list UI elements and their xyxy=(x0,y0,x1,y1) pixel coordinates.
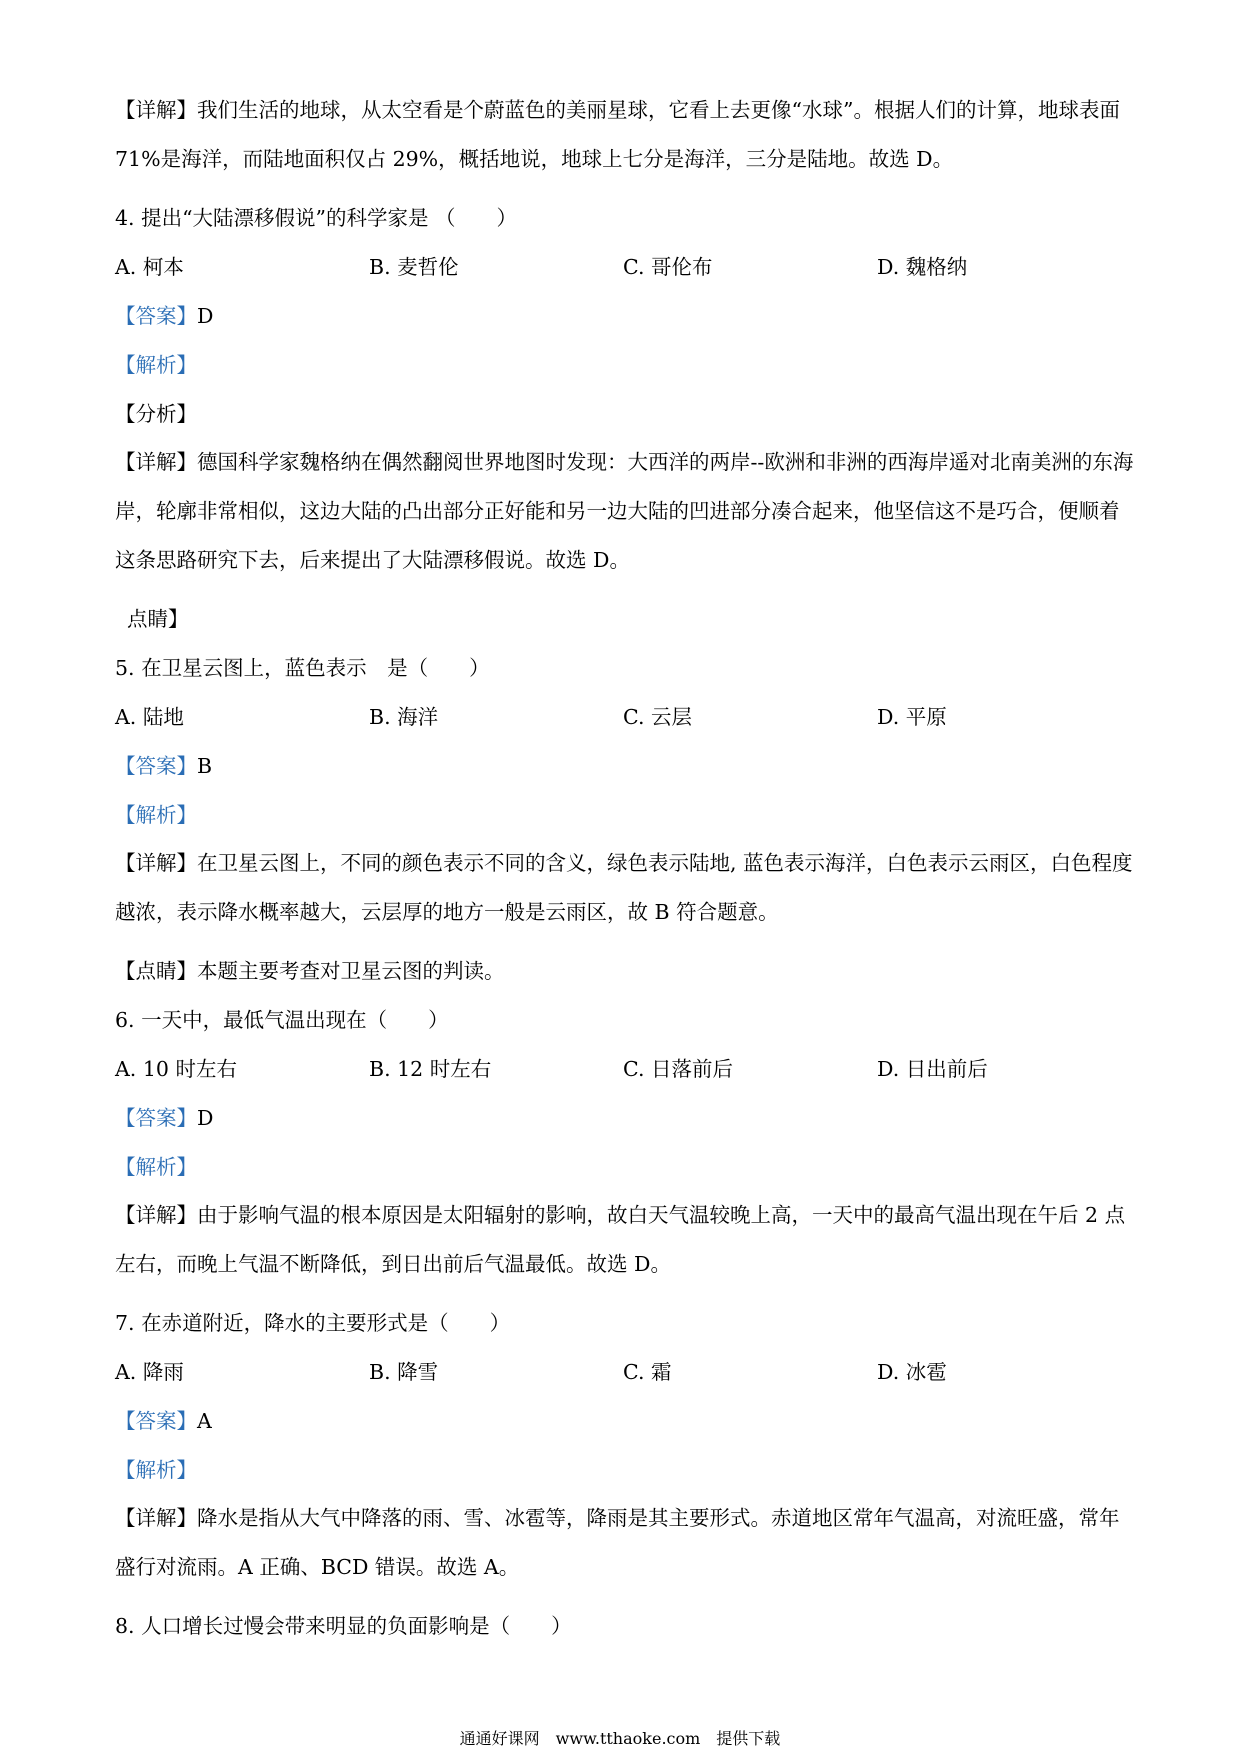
explanation-paragraph xyxy=(115,86,1135,203)
option-b: B. 麦哲伦 xyxy=(369,255,459,279)
options-row xyxy=(115,702,1135,751)
section-tag: 【分析】 xyxy=(115,402,197,426)
section-tag: 【详解】 xyxy=(115,450,197,474)
option-c: C. 日落前后 xyxy=(623,1057,733,1081)
options-row xyxy=(115,1357,1135,1406)
note-line xyxy=(115,604,1135,653)
section-tag: 【解析】 xyxy=(115,353,197,377)
section-text: D xyxy=(197,304,214,328)
question-stem: 7. 在赤道附近，降水的主要形式是（ ） xyxy=(115,1311,511,1335)
section-tag: 【详解】 xyxy=(115,1506,197,1530)
option-b: B. 12 时左右 xyxy=(369,1057,492,1081)
section-tag: 【解析】 xyxy=(115,1155,197,1179)
section-text: A xyxy=(197,1409,212,1433)
section-text: 降水是指从大气中降落的雨、雪、冰雹等，降雨是其主要形式。赤道地区常年气温高，对流旺盛，常年盛行对流雨。A 正确、BCD 错误。故选 A。 xyxy=(115,1506,1120,1579)
note-line xyxy=(115,956,1135,1005)
section-text: D xyxy=(197,1106,214,1130)
section-tag: 点睛】 xyxy=(127,607,189,631)
analysis-label xyxy=(115,350,1135,399)
explanation-paragraph xyxy=(115,1191,1135,1308)
answer-line xyxy=(115,751,1135,800)
options-row xyxy=(115,252,1135,301)
section-tag: 【详解】 xyxy=(115,1203,197,1227)
section-tag: 【详解】 xyxy=(115,851,197,875)
section-tag: 【答案】 xyxy=(115,1106,197,1130)
explanation-paragraph xyxy=(115,839,1135,956)
section-tag: 【解析】 xyxy=(115,1458,197,1482)
section-tag: 【答案】 xyxy=(115,1409,197,1433)
option-d: D. 魏格纳 xyxy=(877,255,968,279)
option-a: A. 陆地 xyxy=(115,705,184,729)
document-page xyxy=(115,96,1135,1660)
option-c: C. 哥伦布 xyxy=(623,255,713,279)
section-text: 德国科学家魏格纳在偶然翻阅世界地图时发现：大西洋的两岸--欧洲和非洲的西海岸遥对北南美洲的东海岸，轮廓非常相似，这边大陆的凸出部分正好能和另一边大陆的凹进部分凑合起来，他坚信这不是巧合，便顺着这条思路研究下去，后来提出了大陆漂移假说。故选 D。 xyxy=(115,450,1134,572)
option-b: B. 降雪 xyxy=(369,1360,439,1384)
answer-line xyxy=(115,1406,1135,1455)
answer-line xyxy=(115,301,1135,350)
section-tag: 【详解】 xyxy=(115,98,197,122)
option-d: D. 日出前后 xyxy=(877,1057,988,1081)
explanation-paragraph xyxy=(115,1494,1135,1611)
section-text: B xyxy=(197,754,213,778)
section-tag: 【点睛】 xyxy=(115,959,197,983)
option-a: A. 降雨 xyxy=(115,1360,184,1384)
option-d: D. 平原 xyxy=(877,705,947,729)
question-stem: 6. 一天中，最低气温出现在（ ） xyxy=(115,1008,449,1032)
section-text: 由于影响气温的根本原因是太阳辐射的影响，故白天气温较晚上高，一天中的最高气温出现在午后 2 点左右，而晚上气温不断降低，到日出前后气温最低。故选 D。 xyxy=(115,1203,1126,1276)
options-row xyxy=(115,1054,1135,1103)
question-stem: 8. 人口增长过慢会带来明显的负面影响是（ ） xyxy=(115,1614,572,1638)
section-text: 在卫星云图上，不同的颜色表示不同的含义，绿色表示陆地, 蓝色表示海洋，白色表示云雨区，白色程度越浓，表示降水概率越大，云层厚的地方一般是云雨区，故 B 符合题意。 xyxy=(115,851,1133,924)
section-text: 本题主要考查对卫星云图的判读。 xyxy=(197,959,505,983)
option-a: A. 柯本 xyxy=(115,255,184,279)
question-stem: 4. 提出“大陆漂移假说”的科学家是 （ ） xyxy=(115,206,518,230)
option-c: C. 霜 xyxy=(623,1360,672,1384)
option-b: B. 海洋 xyxy=(369,705,439,729)
section-tag: 【答案】 xyxy=(115,304,197,328)
answer-line xyxy=(115,1103,1135,1152)
explanation-paragraph xyxy=(115,438,1135,604)
section-tag: 【解析】 xyxy=(115,803,197,827)
section-tag: 【答案】 xyxy=(115,754,197,778)
option-a: A. 10 时左右 xyxy=(115,1057,237,1081)
section-text: 我们生活的地球，从太空看是个蔚蓝色的美丽星球，它看上去更像“水球”。根据人们的计算，地球表面 71%是海洋，而陆地面积仅占 29%，概括地说，地球上七分是海洋，三分是陆地。故选 D。 xyxy=(115,98,1120,171)
question-stem: 5. 在卫星云图上，蓝色表示 是（ ） xyxy=(115,656,490,680)
page-footer: 通通好课网 www.tthaoke.com 提供下载 xyxy=(459,1729,781,1748)
option-c: C. 云层 xyxy=(623,705,692,729)
option-d: D. 冰雹 xyxy=(877,1360,947,1384)
